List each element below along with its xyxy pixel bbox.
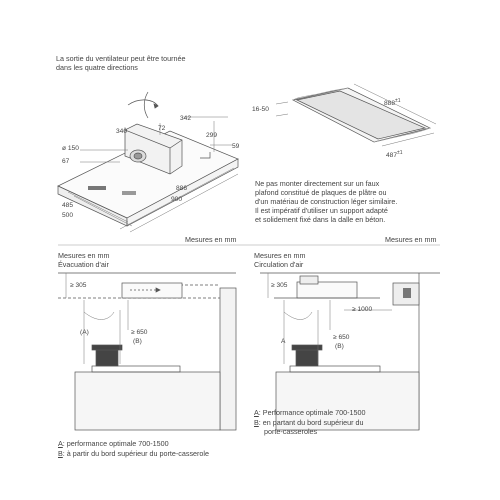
exhaust-label-A: (A) — [80, 329, 89, 336]
dim-72: 72 — [158, 125, 166, 132]
recirculation-dim-305: ≥ 305 — [271, 282, 288, 289]
recirculation-label-A: A — [281, 338, 286, 345]
mounting-warning-line2: plafond constitué de plaques de plâtre ou — [255, 188, 387, 197]
recirculation-dim-1000: ≥ 1000 — [352, 306, 373, 313]
hood-perspective-drawing — [58, 92, 238, 226]
dim-299: 299 — [206, 132, 218, 139]
dim-886: 886 — [176, 185, 188, 192]
recirculation-dim-650: ≥ 650 — [333, 334, 350, 341]
dim-500: 500 — [62, 212, 74, 219]
recirculation-legend-b: B: en partant du bord supérieur du — [254, 418, 364, 427]
mounting-warning-line5: et solidement fixé dans la dalle en béton. — [255, 215, 386, 224]
exhaust-dim-650: ≥ 650 — [131, 329, 148, 336]
dim-67: 67 — [62, 158, 70, 165]
dim-16-50: 16-50 — [252, 106, 269, 113]
dim-150: ø 150 — [62, 145, 79, 152]
exhaust-mode-label: Évacuation d'air — [58, 260, 109, 269]
mounting-warning-line3: d'un matériau de construction léger similaire. — [255, 197, 398, 206]
dim-487: $487^{\pm 1}$ — [386, 150, 403, 160]
recirculation-installation-drawing — [260, 273, 440, 430]
recirculation-label-B: (B) — [335, 343, 344, 350]
mounting-frame-drawing — [293, 88, 430, 142]
unit-label-left-top: Mesures en mm — [185, 235, 237, 244]
exhaust-legend-a: A: performance optimale 700-1500 — [58, 439, 169, 448]
dim-900: 900 — [171, 196, 183, 203]
mounting-warning-line4: Il est impératif d'utiliser un support adapté — [255, 206, 388, 215]
dim-342: 342 — [180, 115, 192, 122]
exhaust-label-B: (B) — [133, 338, 142, 345]
recirculation-legend-a: A: Performance optimale 700-1500 — [254, 408, 366, 417]
unit-label-right-top: Mesures en mm — [385, 235, 437, 244]
exhaust-installation-drawing — [58, 273, 236, 430]
mounting-warning-line1: Ne pas monter directement sur un faux — [255, 179, 380, 188]
exhaust-legend-b: B: à partir du bord supérieur du porte-casserole — [58, 449, 210, 458]
exhaust-dim-305: ≥ 305 — [70, 282, 87, 289]
exhaust-unit-label: Mesures en mm — [58, 251, 110, 260]
recirculation-mode-label: Circulation d'air — [254, 260, 304, 269]
rotation-note-line1: La sortie du ventilateur peut être tournée — [56, 54, 186, 63]
recirculation-unit-label: Mesures en mm — [254, 251, 306, 260]
dim-59: 59 — [232, 143, 240, 150]
dim-340: 340 — [116, 128, 128, 135]
recirculation-legend-b-cont: porte-casseroles — [264, 427, 318, 436]
dim-888: $888^{\pm 1}$ — [384, 98, 401, 108]
dim-485: 485 — [62, 202, 74, 209]
rotation-note-line2: dans les quatre directions — [56, 63, 138, 72]
